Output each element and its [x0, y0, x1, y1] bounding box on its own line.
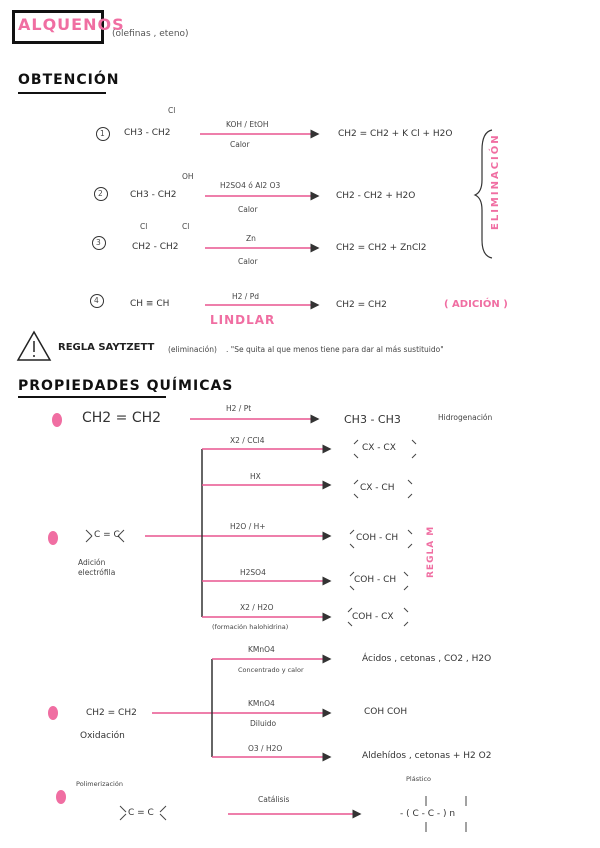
r3-branch-reagent: KMnO4 [248, 645, 275, 654]
section-heading-obtencion: OBTENCIÓN [18, 72, 120, 88]
r2-label-a: Adición [78, 558, 106, 567]
r3-branch-reagent: O3 / H2O [248, 744, 283, 753]
substituent-label: Cl [182, 222, 190, 231]
product-formula: CH2 - CH2 + H2O [336, 191, 416, 201]
r3-branch-condition: Concentrado y calor [238, 666, 304, 674]
reaction-number: 1 [100, 129, 105, 138]
r3-label: Oxidación [80, 731, 125, 741]
r2-branch-product: COH - CX [352, 612, 394, 622]
condition-label: Calor [238, 257, 258, 266]
r3-branch-product: COH COH [364, 707, 408, 717]
reagent-label: H2SO4 ó Al2 O3 [220, 181, 281, 190]
r2-branch-product: CX - CX [362, 443, 396, 453]
condition-label: Calor [230, 140, 250, 149]
r2-branch-product: COH - CH [356, 533, 399, 543]
reaction-number: 4 [94, 296, 99, 305]
r1-product: CH3 - CH3 [344, 413, 401, 426]
adicion-note: ( ADICIÓN ) [444, 299, 508, 310]
r1-reactant: CH2 = CH2 [82, 410, 162, 426]
condition-label: Calor [238, 205, 258, 214]
r2-branch-reagent: H2SO4 [240, 568, 266, 577]
r2-branch-product: COH - CH [354, 575, 397, 585]
bullet-dot [48, 531, 58, 545]
reaction-number: 2 [98, 189, 103, 198]
r1-reagent: H2 / Pt [226, 404, 252, 413]
reactant-formula: CH3 - CH2 [124, 128, 171, 138]
bullet-dot [56, 790, 66, 804]
r2-branch-note: (formación halohidrina) [212, 623, 289, 631]
r2-branch-reagent: X2 / CCl4 [230, 436, 265, 445]
reagent-label: Zn [246, 234, 256, 243]
regla-m-label: REGLA M [426, 525, 436, 578]
r3-branch-reagent: KMnO4 [248, 699, 275, 708]
reagent-label: KOH / EtOH [226, 120, 269, 129]
r2-branch-product: CX - CH [360, 483, 395, 493]
product-formula: CH2 = CH2 + ZnCl2 [336, 243, 427, 253]
r2-branch-reagent: H2O / H+ [230, 522, 266, 531]
r3-branch-product: Ácidos , cetonas , CO2 , H2O [362, 654, 492, 664]
page-title: ALQUENOS [18, 15, 125, 34]
eliminacion-side-label: ELIMINACIÓN [490, 133, 501, 230]
page-subtitle: (olefinas , eteno) [112, 29, 189, 39]
reactant-formula: CH ≡ CH [130, 299, 170, 309]
r3-branch-condition: Diluido [250, 719, 277, 728]
r4-reactant: C = C [128, 808, 154, 818]
reactant-formula: CH2 - CH2 [132, 242, 179, 252]
section-heading-propiedades: PROPIEDADES QUÍMICAS [18, 378, 234, 394]
r1-label: Hidrogenación [438, 413, 493, 422]
substituent-label: Cl [168, 106, 176, 115]
product-formula: CH2 = CH2 + K Cl + H2O [338, 129, 453, 139]
substituent-label: Cl [140, 222, 148, 231]
reaction-number: 3 [96, 238, 101, 247]
r4-label: Polimerización [76, 780, 123, 788]
rule-type: (eliminación) [168, 345, 217, 354]
reactant-formula: CH3 - CH2 [130, 190, 177, 200]
r4-product-top: Plástico [406, 775, 432, 783]
lindlar-label: LINDLAR [210, 313, 276, 327]
r3-reactant: CH2 = CH2 [86, 708, 137, 718]
substituent-label: OH [182, 172, 194, 181]
r4-reagent: Catálisis [258, 795, 290, 804]
bullet-dot [48, 706, 58, 720]
bullet-dot [52, 413, 62, 427]
r2-branch-reagent: X2 / H2O [240, 603, 274, 612]
r3-branch-product: Aldehídos , cetonas + H2 O2 [362, 751, 492, 761]
r2-reactant: C = C [94, 530, 120, 540]
r4-product: - ( C - C - ) n [400, 809, 456, 819]
rule-text: . "Se quita al que menos tiene para dar al más sustituido" [226, 345, 444, 354]
r2-branch-reagent: HX [250, 472, 261, 481]
r2-label-b: electrófila [78, 568, 116, 577]
reagent-label: H2 / Pd [232, 292, 259, 301]
rule-title: REGLA SAYTZETT [58, 342, 155, 353]
product-formula: CH2 = CH2 [336, 300, 387, 310]
